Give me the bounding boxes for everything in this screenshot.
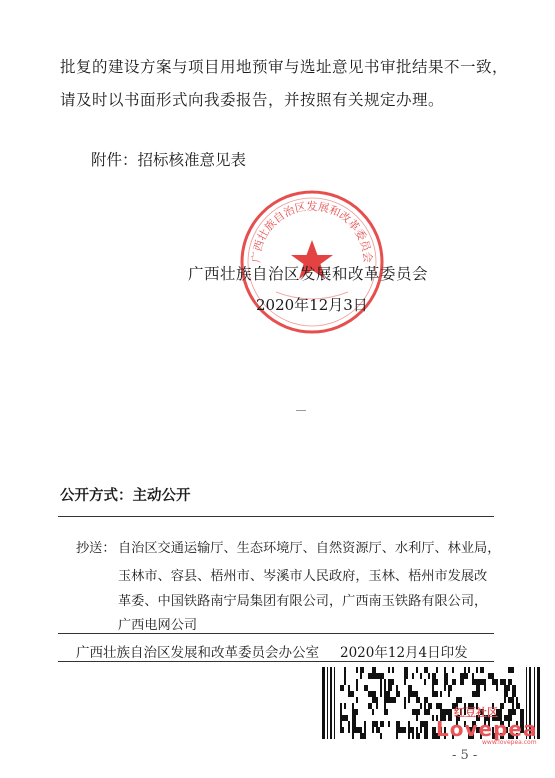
svg-text:Lovepea: Lovepea [436, 717, 538, 741]
svg-text:www.lovepea.com: www.lovepea.com [482, 739, 537, 746]
disclosure-mode: 公开方式：主动公开 [60, 488, 191, 504]
page-number: - 5 - [452, 748, 478, 763]
cc-label: 抄送： [76, 541, 116, 556]
cc-line-2: 玉林市、容县、梧州市、岑溪市人民政府，玉林、梧州市发展改 [118, 569, 488, 584]
issue-date: 2020年12月3日 [256, 296, 368, 314]
attachment-note: 附件：招标核准意见表 [91, 151, 247, 169]
issuer-name: 广西壮族自治区发展和改革委员会 [188, 265, 429, 283]
svg-text:红豆社区: 红豆社区 [454, 706, 498, 719]
body-line-2: 请及时以书面形式向我委报告，并按照有关规定办理。 [60, 91, 445, 109]
divider-middle [58, 633, 494, 634]
svg-text:广西壮族自治区发展和改革委员会: 广西壮族自治区发展和改革委员会 [249, 200, 375, 264]
page-separator [296, 410, 306, 411]
divider-top [58, 516, 494, 517]
footer-issued: 2020年12月4日印发 [340, 645, 468, 661]
cc-line-3: 革委、中国铁路南宁局集团有限公司，广西南玉铁路有限公司， [118, 594, 488, 609]
divider-bottom [58, 661, 494, 662]
cc-line-4: 广西电网公司 [118, 618, 198, 633]
watermark-logo [432, 704, 552, 746]
body-line-1: 批复的建设方案与项目用地预审与选址意见书审批结果不一致， [60, 58, 509, 76]
footer-office: 广西壮族自治区发展和改革委员会办公室 [76, 645, 319, 661]
cc-line-1: 自治区交通运输厅、生态环境厅、自然资源厅、水利厅、林业局， [118, 541, 501, 556]
